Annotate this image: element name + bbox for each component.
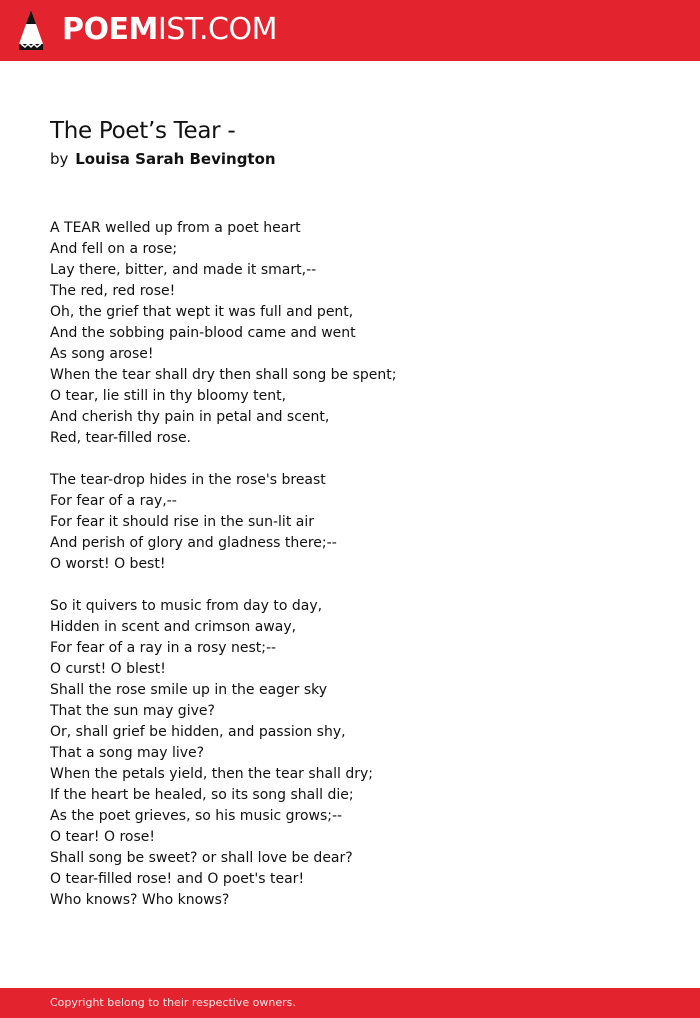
pencil-tip-icon[interactable] bbox=[17, 9, 45, 51]
author-name: Louisa Sarah Bevington bbox=[75, 150, 276, 168]
poem-stanza bbox=[50, 596, 670, 911]
poem-line: O worst! O best! bbox=[50, 556, 166, 572]
poem-body bbox=[50, 218, 670, 932]
poem-line: A TEAR welled up from a poet heart bbox=[50, 220, 301, 236]
poem-line: Or, shall grief be hidden, and passion shy, bbox=[50, 724, 346, 740]
poem-line: And fell on a rose; bbox=[50, 241, 178, 257]
poem-line: Oh, the grief that wept it was full and pent, bbox=[50, 304, 354, 320]
byline bbox=[50, 148, 276, 170]
poem-line: For fear of a ray in a rosy nest;-- bbox=[50, 640, 277, 656]
poem-line: For fear it should rise in the sun-lit air bbox=[50, 514, 314, 530]
poem-line: So it quivers to music from day to day, bbox=[50, 598, 323, 614]
poem-title: The Poet’s Tear - bbox=[50, 118, 236, 144]
poem-line: O tear-filled rose! and O poet's tear! bbox=[50, 871, 305, 887]
poem-line: O curst! O blest! bbox=[50, 661, 166, 677]
poem-line: When the tear shall dry then shall song be spent; bbox=[50, 367, 397, 383]
poem-line: And the sobbing pain-blood came and went bbox=[50, 325, 356, 341]
by-label: by bbox=[50, 150, 69, 168]
poem-line: When the petals yield, then the tear shall dry; bbox=[50, 766, 373, 782]
site-logo-text[interactable] bbox=[62, 10, 277, 50]
site-footer bbox=[0, 988, 700, 1018]
site-header bbox=[0, 0, 700, 61]
brand-light: IST.COM bbox=[157, 12, 277, 47]
brand-bold: POEM bbox=[62, 12, 158, 47]
copyright-notice: Copyright belong to their respective owners. bbox=[50, 996, 296, 1009]
poem-line: Shall the rose smile up in the eager sky bbox=[50, 682, 328, 698]
poem-line: That a song may live? bbox=[50, 745, 205, 761]
poem-line: As song arose! bbox=[50, 346, 154, 362]
poem-line: Lay there, bitter, and made it smart,-- bbox=[50, 262, 317, 278]
poem-line: The tear-drop hides in the rose's breast bbox=[50, 472, 326, 488]
poem-stanza bbox=[50, 218, 670, 449]
poem-line: That the sun may give? bbox=[50, 703, 215, 719]
poem-line: Who knows? Who knows? bbox=[50, 892, 230, 908]
poem-stanza bbox=[50, 470, 670, 575]
poem-line: The red, red rose! bbox=[50, 283, 176, 299]
poem-line: And cherish thy pain in petal and scent, bbox=[50, 409, 330, 425]
poem-line: If the heart be healed, so its song shall die; bbox=[50, 787, 354, 803]
poem-line: Red, tear-filled rose. bbox=[50, 430, 192, 446]
poem-line: And perish of glory and gladness there;-- bbox=[50, 535, 337, 551]
poem-line: Hidden in scent and crimson away, bbox=[50, 619, 297, 635]
poem-line: Shall song be sweet? or shall love be dear? bbox=[50, 850, 353, 866]
poem-line: As the poet grieves, so his music grows;-- bbox=[50, 808, 343, 824]
poem-line: O tear, lie still in thy bloomy tent, bbox=[50, 388, 287, 404]
poem-line: For fear of a ray,-- bbox=[50, 493, 177, 509]
poem-line: O tear! O rose! bbox=[50, 829, 155, 845]
